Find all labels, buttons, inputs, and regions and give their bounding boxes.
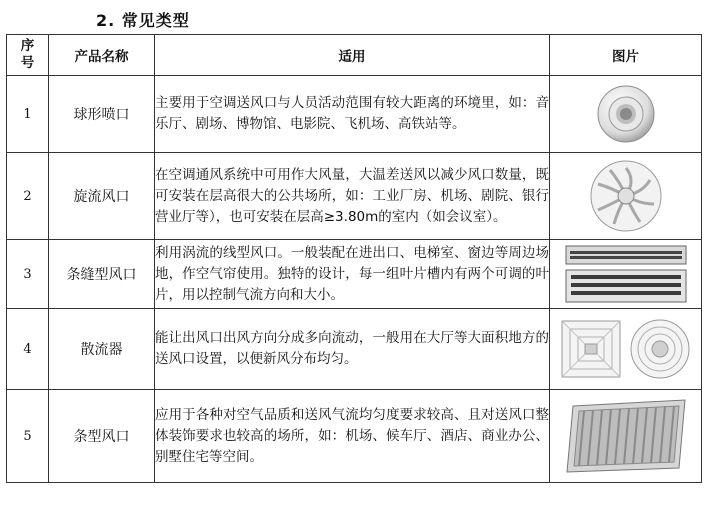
row-seq: 1 (7, 76, 49, 153)
row-image (550, 76, 702, 153)
header-image: 图片 (550, 35, 702, 76)
header-use: 适用 (155, 35, 550, 76)
section-heading: 2. 常见类型 (96, 11, 190, 30)
slot-diffuser-icon (564, 243, 688, 305)
row-image (550, 240, 702, 309)
linear-grille-icon (563, 398, 689, 474)
row-seq: 3 (7, 240, 49, 309)
row-seq: 4 (7, 309, 49, 390)
row-name: 旋流风口 (49, 153, 155, 240)
table-row (7, 240, 702, 309)
row-image (550, 153, 702, 240)
product-types-table (6, 34, 702, 483)
table-row (7, 153, 702, 240)
table-row (7, 309, 702, 390)
table-header-row (7, 35, 702, 76)
swirl-diffuser-icon (588, 158, 664, 234)
row-use: 主要用于空调送风口与人员活动范围有较大距离的环境里，如：音乐厅、剧场、博物馆、电影院、飞机场、高铁站等。 (155, 76, 550, 153)
row-use: 能让出风口出风方向分成多向流动，一般用在大厅等大面积地方的送风口设置，以便新风分布均匀。 (155, 309, 550, 390)
header-name: 产品名称 (49, 35, 155, 76)
row-name: 球形喷口 (49, 76, 155, 153)
row-image (550, 309, 702, 390)
row-name: 条型风口 (49, 390, 155, 483)
row-name: 条缝型风口 (49, 240, 155, 309)
row-seq: 5 (7, 390, 49, 483)
row-use: 利用涡流的线型风口。一般装配在进出口、电梯室、窗边等周边场地，作空气帘使用。独特的设计，每一组叶片槽内有两个可调的叶片，用以控制气流方向和大小。 (155, 240, 550, 309)
ball-nozzle-icon (591, 83, 661, 145)
table-row (7, 76, 702, 153)
square-round-diffuser-icon (560, 317, 692, 381)
row-name: 散流器 (49, 309, 155, 390)
row-use: 应用于各种对空气品质和送风气流均匀度要求较高、且对送风口整体装饰要求也较高的场所，如：机场、候车厅、酒店、商业办公、别墅住宅等空间。 (155, 390, 550, 483)
row-seq: 2 (7, 153, 49, 240)
header-seq: 序号 (7, 35, 49, 76)
row-use: 在空调通风系统中可用作大风量，大温差送风以减少风口数量，既可安装在层高很大的公共场所，如：工业厂房、机场、剧院、银行营业厅等），也可安装在层高≥3.80m的室内（如会议室）。 (155, 153, 550, 240)
table-row (7, 390, 702, 483)
row-image (550, 390, 702, 483)
